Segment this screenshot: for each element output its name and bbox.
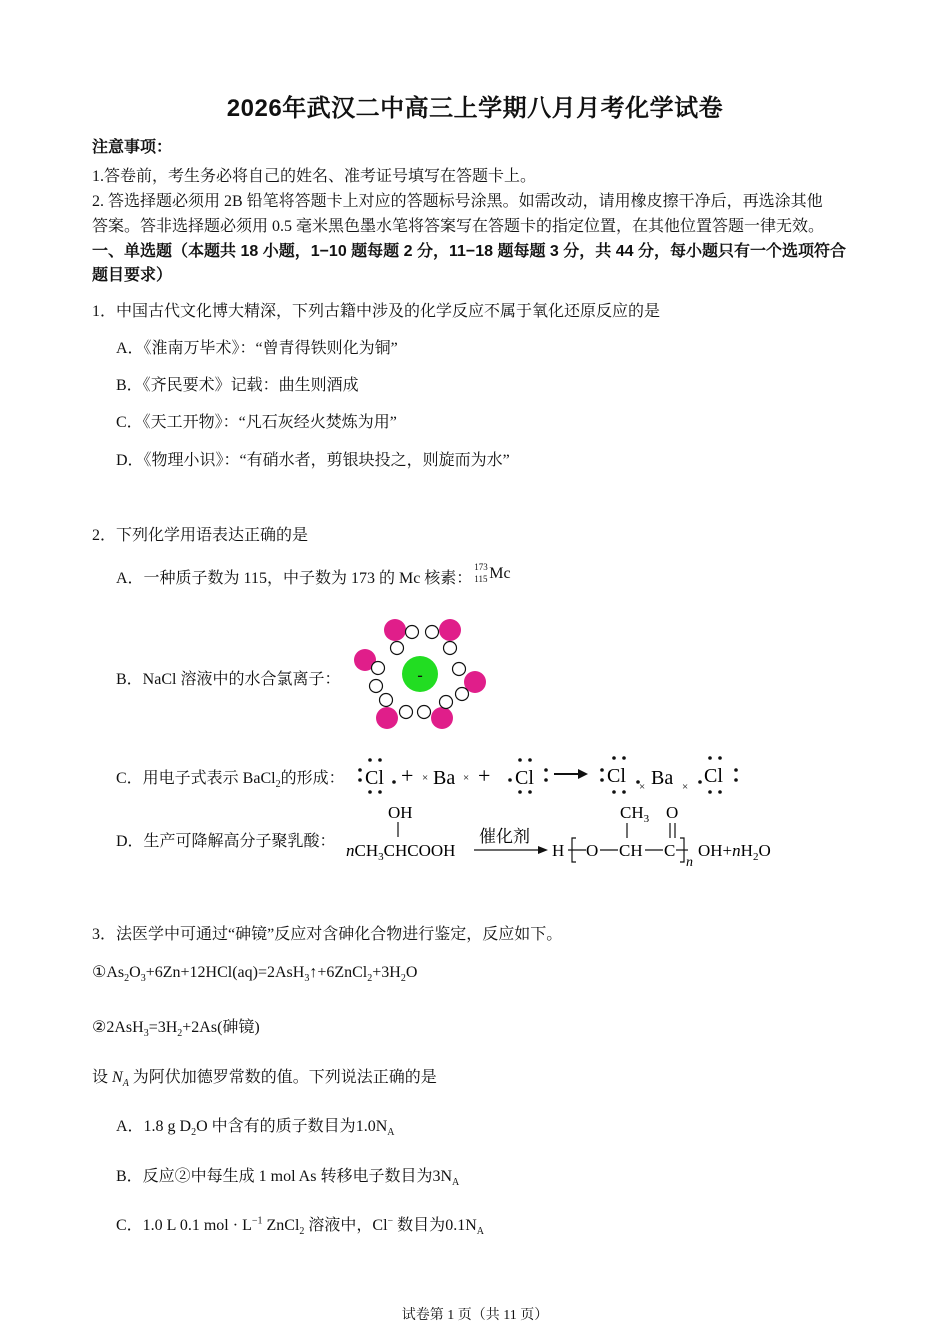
question-2-option-c: [116, 765, 345, 790]
notice-item-2-line-2: 答案。答非选择题必须用 0.5 毫米黑色墨水笔将答案写在答题卡的指定位置，在其他位置答题一律无效。: [92, 218, 825, 235]
notice-heading: 注意事项：: [92, 139, 173, 156]
question-1-option-d: D．《物理小识》：“有硝水者，剪银块投之，则旋而为水”: [116, 452, 510, 469]
plus-sign: +: [478, 763, 491, 788]
section-header-line-2: 题目要求）: [92, 267, 173, 284]
nuclide-mass-number: 173: [474, 562, 488, 572]
barium-electron-cross: ×: [639, 781, 646, 793]
question-3-option-c: C．1.0 L 0.1 mol · $L^{-1}$ ZnCl$_2$ 溶液中，Cl− 数目为$0.1N_A$: [116, 1215, 484, 1238]
catalyst-label: 催化剂: [479, 827, 530, 846]
question-1-option-c: C．《天工开物》：“凡石灰经火焚炼为用”: [116, 414, 397, 431]
gas-arrow: ↑: [309, 964, 318, 981]
nuclide-symbol: Mc: [489, 565, 511, 582]
water-oxygen-atom: [439, 619, 461, 641]
option-c-subscript: 2: [275, 779, 281, 791]
water-oxygen-atom: [384, 619, 406, 641]
nuclide-notation: [472, 562, 518, 585]
carbonyl-carbon: C: [664, 841, 676, 860]
water-hydrogen-atom: [440, 696, 453, 709]
question-3-intro: 设 $N_A$ 为阿伏加德罗常数的值。下列说法正确的是: [92, 1069, 437, 1090]
barium-electron-cross: ×: [422, 772, 429, 784]
question-1-stem: 1．中国古代文化博大精深，下列古籍中涉及的化学反应不属于氧化还原反应的是: [92, 303, 661, 320]
section-header-line-1: 一、单选题（本题共 18 小题，1−10 题每题 2 分，11−18 题每题 3 分，共 44 分，每小题只有一个选项符合: [92, 243, 846, 260]
exam-title: 2026年武汉二中高三上学期八月月考化学试卷: [226, 95, 724, 122]
question-2-stem: 2．下列化学用语表达正确的是: [92, 527, 309, 544]
chlorine-symbol: Cl: [704, 765, 723, 787]
water-hydrogen-atom: [372, 662, 385, 675]
water-hydrogen-atom: [453, 663, 466, 676]
chlorine-symbol: Cl: [607, 765, 626, 787]
hydroxyl-group: OH: [388, 803, 413, 822]
water-hydrogen-atom: [406, 626, 419, 639]
bacl2-electron-formation-equation: [352, 752, 742, 796]
methine-carbon: CH: [619, 841, 643, 860]
question-1-option-a: A．《淮南万毕术》：“曾青得铁则化为铜”: [116, 340, 398, 357]
water-hydrogen-atom: [426, 626, 439, 639]
product-tail: $OH+nH_2O$: [698, 841, 771, 863]
degree-of-polymerization: n: [686, 855, 693, 868]
water-hydrogen-atom: [444, 642, 457, 655]
question-2-option-b: B．NaCl 溶液中的水合氯离子：: [116, 671, 341, 688]
barium-symbol: Ba: [651, 767, 674, 789]
plus-sign: +: [401, 763, 414, 788]
barium-electron-cross: ×: [682, 781, 689, 793]
carbonyl-oxygen: O: [666, 803, 679, 822]
nuclide-atomic-number: 115: [474, 574, 488, 584]
option-c-text: C．用电子式表示 BaCl: [116, 770, 276, 787]
notice-item-1: 1.答卷前，考生务必将自己的姓名、准考证号填写在答题卡上。: [92, 168, 537, 185]
barium-symbol: Ba: [433, 767, 456, 789]
reaction-2: $②2AsH_3=3H_2+2As$(砷镜): [92, 1019, 260, 1040]
question-3-option-b: B．反应②中每生成 1 mol As 转移电子数目为$3N_A$: [116, 1168, 460, 1189]
chlorine-symbol: Cl: [515, 767, 534, 789]
option-c-text-end: 的形成：: [280, 770, 345, 787]
water-hydrogen-atom: [456, 688, 469, 701]
chain-hydrogen: H: [552, 841, 565, 860]
water-hydrogen-atom: [370, 680, 383, 693]
barium-electron-cross: ×: [463, 772, 470, 784]
chloride-ion-charge: -: [417, 667, 423, 684]
reactant-formula: nCH$_3$CHCOOH: [346, 841, 456, 863]
notice-item-2-line-1: 2. 答选择题必须用 2B 铅笔将答题卡上对应的答题标号涂黑。如需改动，请用橡皮擦干净后，再选涂其他: [92, 193, 823, 210]
water-oxygen-atom: [431, 707, 453, 729]
water-hydrogen-atom: [380, 694, 393, 707]
hydrated-chloride-ion-diagram: [350, 612, 500, 734]
water-hydrogen-atom: [418, 706, 431, 719]
question-3-option-a: A．1.8 g $D_2O$ 中含有的质子数目为$1.0N_A$: [116, 1118, 395, 1139]
question-2-option-d: D．生产可降解高分子聚乳酸：: [116, 833, 336, 850]
page-footer: 试卷第 1 页（共 11 页）: [401, 1308, 549, 1323]
water-hydrogen-atom: [400, 706, 413, 719]
methyl-group: $CH_3$: [620, 803, 650, 825]
reaction-1-number: ①: [92, 964, 107, 981]
question-2-option-a: [116, 562, 518, 588]
question-3-stem: 3．法医学中可通过“砷镜”反应对含砷化合物进行鉴定，反应如下。: [92, 926, 563, 943]
option-a-text: A．一种质子数为 115，中子数为 173 的 Mc 核素：: [116, 570, 473, 587]
ester-oxygen: O: [586, 841, 599, 860]
question-1-option-b: B．《齐民要术》记载：曲生则酒成: [116, 377, 359, 394]
chlorine-symbol: Cl: [365, 767, 384, 789]
water-hydrogen-atom: [391, 642, 404, 655]
reaction-1: $①As_2O_3+6Zn+12HCl(aq)=2AsH_3↑+6ZnCl_2+3H_2O$: [92, 964, 418, 985]
polylactic-acid-equation: [346, 798, 796, 868]
reaction-2-number: ②: [92, 1019, 107, 1036]
water-oxygen-atom: [376, 707, 398, 729]
